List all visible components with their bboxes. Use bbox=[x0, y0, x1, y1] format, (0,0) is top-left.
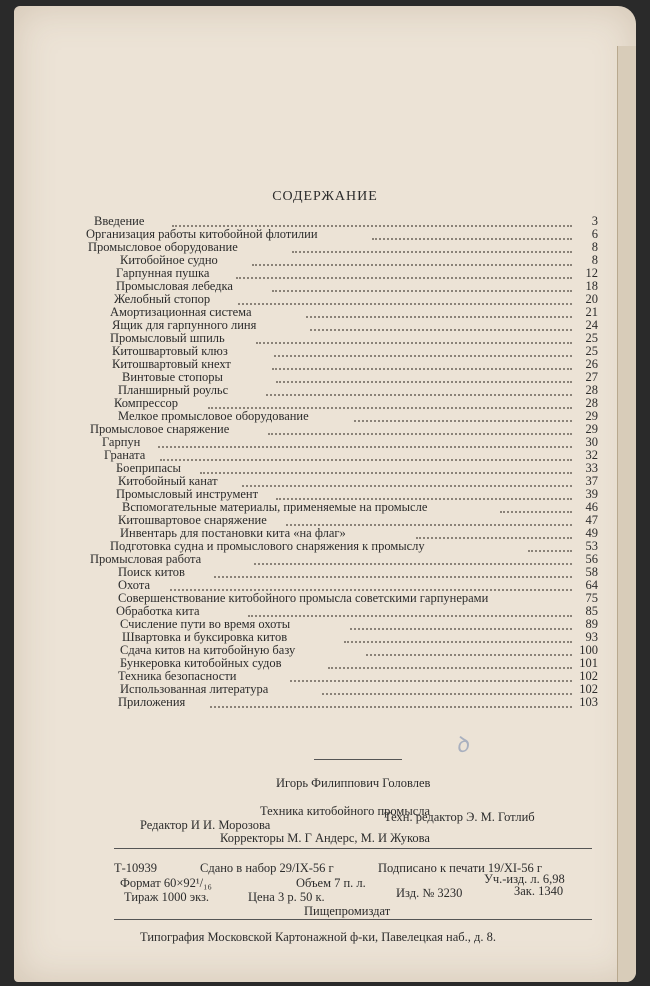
print-run: Тираж 1000 экз. bbox=[124, 890, 210, 904]
toc-entry-label: Желобный стопор bbox=[114, 292, 211, 306]
format: Формат 60×92¹/₁₆ bbox=[120, 876, 212, 890]
toc-entry-label: Организация работы китобойной флотилии bbox=[86, 227, 318, 241]
toc-entry-label: Граната bbox=[104, 448, 146, 462]
divider bbox=[114, 919, 592, 920]
toc-entry-page: 25 bbox=[585, 331, 598, 345]
toc-entry-label: Подготовка судна и промыслового снаряжения к промыслу bbox=[110, 539, 425, 553]
toc-entry-label: Поиск китов bbox=[118, 565, 185, 579]
toc-entry-label: Китошвартовое снаряжение bbox=[118, 513, 267, 527]
price: Цена 3 р. 50 к. bbox=[248, 890, 325, 904]
toc-entry-page: 101 bbox=[579, 656, 598, 670]
toc-entry-label: Вспомогательные материалы, применяемые на промысле bbox=[122, 500, 428, 514]
toc-entry-page: 24 bbox=[585, 318, 598, 332]
toc-entry-page: 21 bbox=[585, 305, 598, 319]
toc-entry-page: 56 bbox=[585, 552, 598, 566]
toc-entry-label: Китобойный канат bbox=[118, 474, 218, 488]
toc-entry-label: Инвентарь для постановки кита «на флаг» bbox=[120, 526, 346, 540]
toc-entry-label: Совершенствование китобойного промысла советскими гарпунерами bbox=[118, 591, 489, 605]
editor: Редактор И И. Морозова bbox=[140, 818, 271, 832]
toc-entry-label: Счисление пути во время охоты bbox=[120, 617, 291, 631]
toc-entry-page: 102 bbox=[579, 669, 598, 683]
submitted: Сдано в набор 29/IX-56 г bbox=[200, 861, 334, 875]
page-edge bbox=[617, 46, 636, 982]
toc-entry-label: Китошвартовый кнехт bbox=[112, 357, 231, 371]
toc-entry-page: 25 bbox=[585, 344, 598, 358]
toc-entry-page: 29 bbox=[585, 422, 598, 436]
toc-entry-label: Гарпун bbox=[102, 435, 141, 449]
toc-entry-leader bbox=[170, 575, 572, 591]
toc-entry-label: Мелкое промысловое оборудование bbox=[118, 409, 309, 423]
toc-entry bbox=[120, 526, 598, 540]
toc-entry-label: Бункеровка китобойных судов bbox=[120, 656, 282, 670]
divider bbox=[114, 848, 592, 849]
toc-entry-label: Китошвартовый клюз bbox=[112, 344, 228, 358]
toc-entry-page: 46 bbox=[585, 500, 598, 514]
author-name: Игорь Филиппович Головлев bbox=[276, 776, 431, 790]
toc-entry-label: Использованная литература bbox=[120, 682, 269, 696]
toc-entry-label: Промысловый шпиль bbox=[110, 331, 225, 345]
correctors: Корректоры М. Г Андерс, М. И Жукова bbox=[220, 831, 430, 845]
toc-entry-label: Охота bbox=[118, 578, 151, 592]
toc-entry-page: 20 bbox=[585, 292, 598, 306]
toc-entry-page: 85 bbox=[585, 604, 598, 618]
toc-entry-page: 39 bbox=[585, 487, 598, 501]
book-page bbox=[14, 6, 636, 982]
toc-entry-page: 47 bbox=[585, 513, 598, 527]
toc-entry-page: 8 bbox=[591, 240, 598, 254]
toc-entry-page: 100 bbox=[579, 643, 598, 657]
toc-entry-page: 37 bbox=[585, 474, 598, 488]
order-number: Зак. 1340 bbox=[514, 884, 564, 898]
toc-entry-page: 29 bbox=[585, 409, 598, 423]
toc-entry-page: 8 bbox=[591, 253, 598, 267]
toc-entry-page: 103 bbox=[579, 695, 598, 709]
toc-entry-page: 28 bbox=[585, 396, 598, 410]
toc-entry-label: Обработка кита bbox=[116, 604, 200, 618]
toc-entry-page: 27 bbox=[585, 370, 598, 384]
toc-entry-label: Промысловый инструмент bbox=[116, 487, 259, 501]
toc-entry bbox=[118, 578, 598, 592]
edition-number: Изд. № 3230 bbox=[396, 886, 463, 900]
toc-entry bbox=[118, 695, 598, 709]
divider bbox=[314, 759, 402, 760]
toc-entry-label: Ящик для гарпунного линя bbox=[112, 318, 257, 332]
toc-entry-label: Техника безопасности bbox=[118, 669, 237, 683]
toc-entry-label: Приложения bbox=[118, 695, 186, 709]
toc-title: СОДЕРЖАНИЕ bbox=[272, 189, 378, 204]
book-title: Техника китобойного промысла bbox=[260, 804, 431, 818]
toc-entry-label: Гарпунная пушка bbox=[116, 266, 210, 280]
toc-entry-label: Амортизационная система bbox=[110, 305, 252, 319]
toc-entry-label: Промысловая лебедка bbox=[116, 279, 233, 293]
toc-entry-leader bbox=[210, 692, 572, 708]
printer: Типография Московской Картонажной ф-ки, Павелецкая наб., д. 8. bbox=[140, 930, 496, 944]
toc-entry-label: Промысловое оборудование bbox=[88, 240, 238, 254]
volume: Объем 7 п. л. bbox=[296, 876, 366, 890]
toc-entry-page: 18 bbox=[585, 279, 598, 293]
toc-entry-page: 75 bbox=[585, 591, 598, 605]
toc-entry-page: 49 bbox=[585, 526, 598, 540]
toc-entry-label: Сдача китов на китобойную базу bbox=[120, 643, 296, 657]
publisher-sheets: Уч.-изд. л. 6,98 bbox=[484, 872, 565, 886]
toc-entry-label: Планширный роульс bbox=[118, 383, 229, 397]
toc-entry-label: Винтовые стопоры bbox=[122, 370, 223, 384]
toc-entry-label: Китобойное судно bbox=[120, 253, 218, 267]
toc-entry-page: 26 bbox=[585, 357, 598, 371]
publisher: Пищепромиздат bbox=[304, 904, 391, 918]
toc-entry-page: 6 bbox=[591, 227, 598, 241]
toc-entry-page: 89 bbox=[585, 617, 598, 631]
signed: Подписано к печати 19/XI-56 г bbox=[378, 861, 542, 875]
toc-entry-page: 33 bbox=[585, 461, 598, 475]
toc-entry-page: 58 bbox=[585, 565, 598, 579]
toc-entry-label: Компрессор bbox=[114, 396, 179, 410]
toc-entry-label: Введение bbox=[94, 214, 145, 228]
toc-entry-label: Швартовка и буксировка китов bbox=[122, 630, 288, 644]
tech-editor: Техн. редактор Э. М. Готлиб bbox=[384, 810, 535, 824]
toc-entry-page: 12 bbox=[585, 266, 598, 280]
toc-entry-label: Промысловое снаряжение bbox=[90, 422, 230, 436]
toc-entry-page: 93 bbox=[585, 630, 598, 644]
ink-mark: ꝺ bbox=[452, 730, 471, 758]
toc-entry-page: 28 bbox=[585, 383, 598, 397]
toc-entry-label: Промысловая работа bbox=[90, 552, 202, 566]
toc-entry-page: 30 bbox=[585, 435, 598, 449]
toc-entry-page: 53 bbox=[585, 539, 598, 553]
toc-entry-page: 102 bbox=[579, 682, 598, 696]
code: Т-10939 bbox=[114, 861, 158, 875]
toc-entry-page: 3 bbox=[591, 214, 598, 228]
toc-entry-page: 64 bbox=[585, 578, 598, 592]
toc-entry-label: Боеприпасы bbox=[116, 461, 181, 475]
toc-entry-page: 32 bbox=[585, 448, 598, 462]
